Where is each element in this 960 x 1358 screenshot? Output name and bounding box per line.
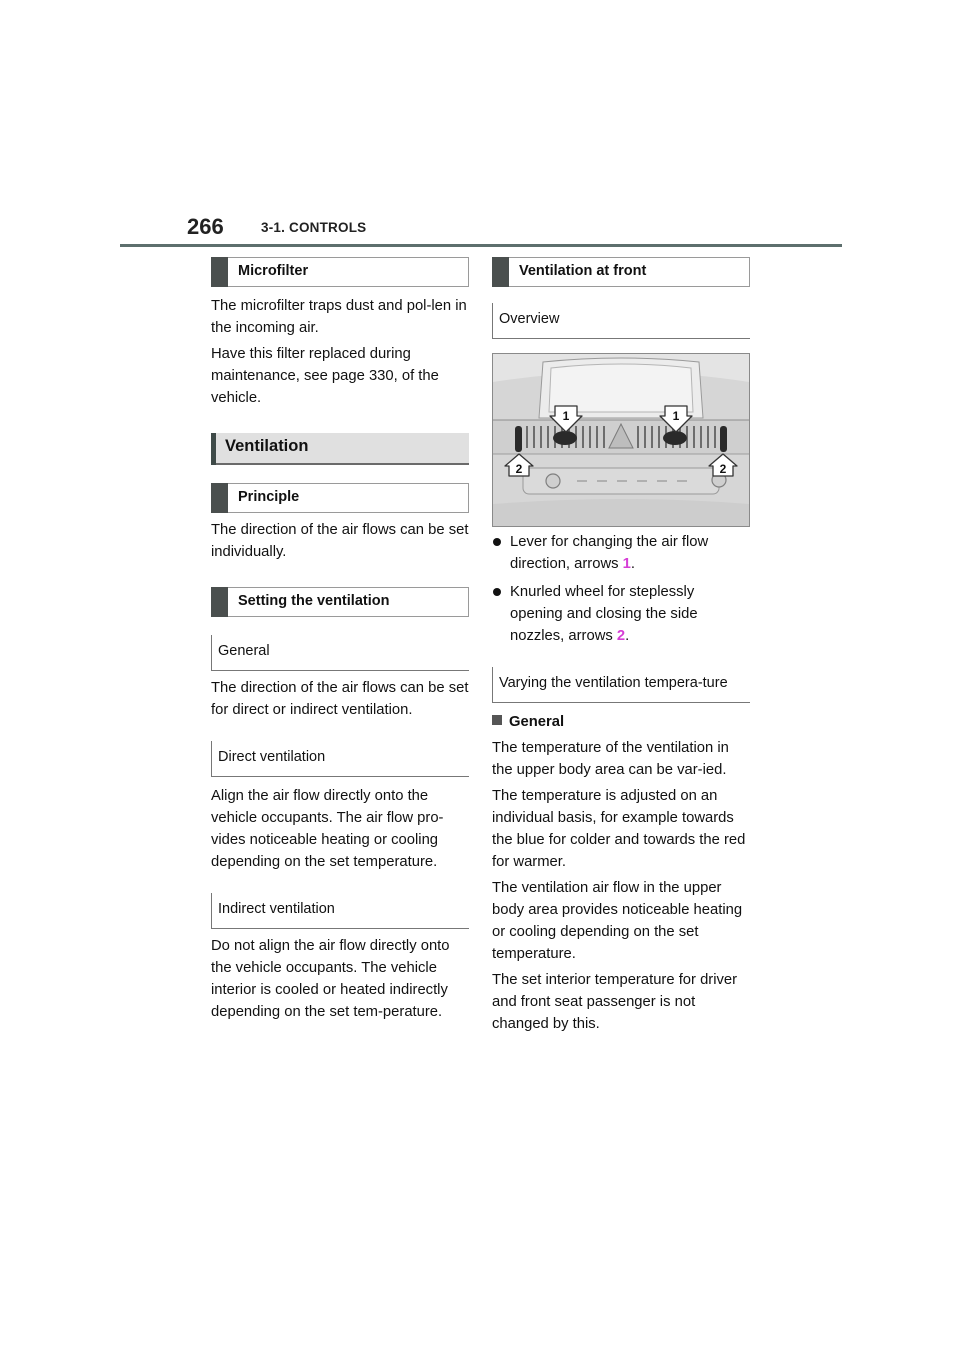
general-subsection [492,711,750,733]
figure-label-1-right: 1 [672,409,680,423]
temperature-paragraph-2: The temperature is adjusted on an individual basis, for example towards the blue for colder and towards the red for warmer. [492,788,746,870]
bullet-knurled-wheel-end: . [625,628,630,644]
bullet-air-lever-num: 1 [622,556,631,572]
left-air-lever [553,431,577,445]
dashboard-vents-figure [492,353,750,527]
general-subheading: General [211,635,469,671]
bullet-air-lever [492,531,750,575]
right-knurled-wheel [720,426,727,452]
bullet-knurled-wheel [492,581,750,647]
setting-ventilation-heading: Setting the ventilation [211,587,469,617]
principle-paragraph: The direction of the air flows can be set individually. [211,522,469,560]
temperature-paragraph-4: The set interior temperature for driver and front seat passenger is not changed by this. [492,972,738,1032]
principle-heading: Principle [211,483,469,513]
varying-temperature-subheading: Varying the ventilation tempera-ture [492,667,750,703]
header-rule [120,244,842,247]
direct-ventilation-subheading: Direct ventilation [211,741,469,777]
ventilation-front-heading: Ventilation at front [492,257,750,287]
general-paragraph: The direction of the air flows can be set for direct or indirect ventilation. [211,680,469,718]
general-subsection-label: General [509,714,565,730]
dashboard-illustration [493,354,749,526]
direct-ventilation-paragraph: Align the air flow directly onto the vehicle occupants. The air flow pro-vides noticeable heating or cooling depending on the set temperature. [211,788,444,870]
right-column [492,257,750,1035]
indirect-ventilation-paragraph: Do not align the air flow directly onto the vehicle occupants. The vehicle interior is cooled or heated indirectly depending on the set tem-perature. [211,938,450,1020]
page-number: 266 [187,214,224,239]
figure-label-1-left: 1 [562,409,570,423]
microfilter-heading: Microfilter [211,257,469,287]
indirect-ventilation-subheading: Indirect ventilation [211,893,469,929]
bullet-knurled-wheel-num: 2 [616,628,626,644]
temperature-paragraph-1: The temperature of the ventilation in the upper body area can be var-ied. [492,740,729,778]
bullet-knurled-wheel-text: Knurled wheel for steplessly opening and closing the side nozzles, arrows [510,584,698,644]
microfilter-paragraph-2: Have this filter replaced during maintenance, see page 330, of the vehicle. [211,346,439,406]
microfilter-paragraph-1: The microfilter traps dust and pol-len in the incoming air. [211,298,467,336]
left-column [211,257,469,1023]
section-label: 3-1. CONTROLS [261,220,367,235]
figure-label-2-right: 2 [719,462,727,476]
bullet-air-lever-text: Lever for changing the air flow direction, arrows [510,534,709,572]
bullet-air-lever-end: . [630,556,636,572]
square-bullet-icon [492,715,502,725]
figure-label-2-left: 2 [515,462,523,476]
ventilation-heading: Ventilation [211,433,469,465]
left-knurled-wheel [515,426,522,452]
right-air-lever [663,431,687,445]
overview-subheading: Overview [492,303,750,339]
temperature-paragraph-3: The ventilation air flow in the upper body area provides noticeable heating or cooling depending on the set temperature. [492,880,743,962]
vent-controls-list [492,531,750,647]
